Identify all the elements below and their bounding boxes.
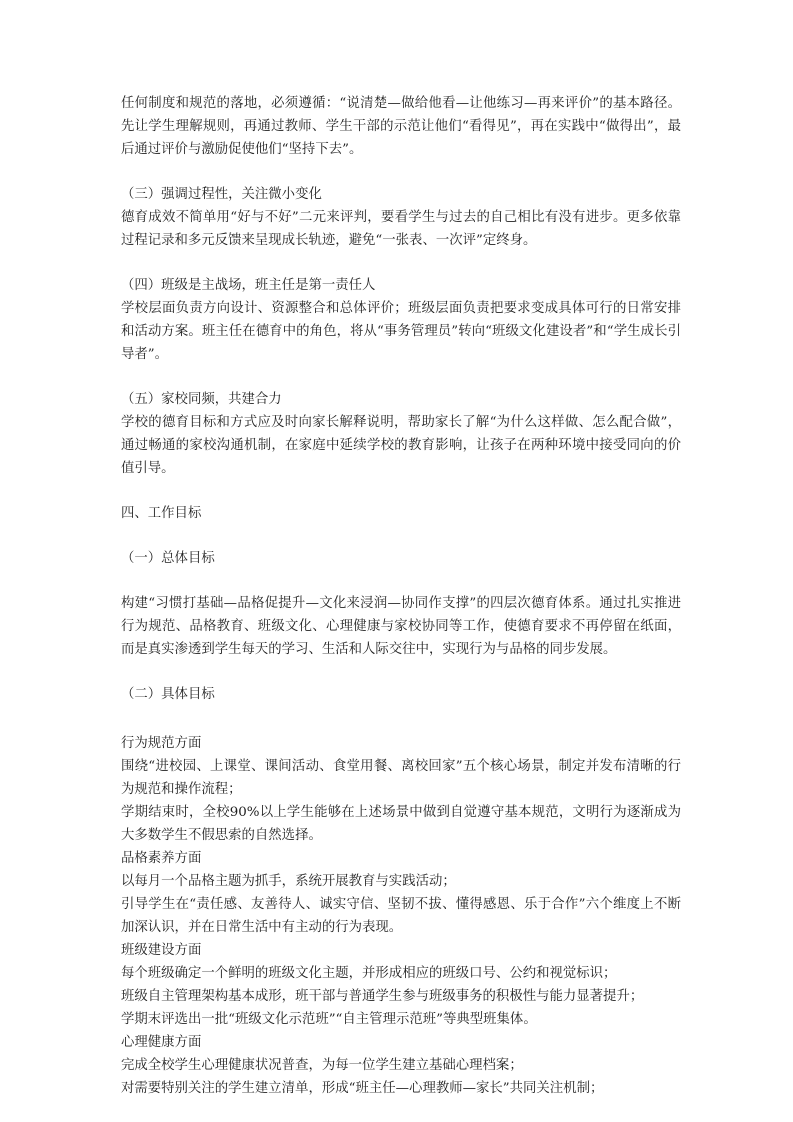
goal-item: 以每月一个品格主题为抓手，系统开展教育与实践活动； xyxy=(121,874,456,889)
goal-item: 学期末评选出一批“班级文化示范班”“自主管理示范班”等典型班集体。 xyxy=(121,1012,537,1027)
goal-item: 引导学生在“责任感、友善待人、诚实守信、坚韧不拔、懂得感恩、乐于合作”六个维度上不断加深认识，并在日常生活中有主动的行为表现。 xyxy=(121,897,681,935)
specific-goals-title: （二）具体目标 xyxy=(121,687,215,702)
goal-area-character: 品格素养方面 xyxy=(121,851,202,866)
goal-item: 对需要特别关注的学生建立清单，形成“班主任—心理教师—家长”共同关注机制； xyxy=(121,1081,604,1096)
principle-5-body: 学校的德育目标和方式应及时向家长解释说明，帮助家长了解“为什么这样做、怎么配合做”，通过畅通的家校沟通机制，在家庭中延续学校的教育影响，让孩子在两种环境中接受同向的价值引导。 xyxy=(121,415,681,476)
principle-3-title: （三）强调过程性，关注微小变化 xyxy=(121,187,322,202)
overall-goal-body: 构建“习惯打基础—品格促提升—文化来浸润—协同作支撑”的四层次德育体系。通过扎实推进行为规范、品格教育、班级文化、心理健康与家校协同等工作，使德育要求不再停留在纸面，而是真实渗透到学生每天的学习、生活和人际交往中，实现行为与品格的同步发展。 xyxy=(121,596,681,657)
goal-item: 每个班级确定一个鲜明的班级文化主题，并形成相应的班级口号、公约和视觉标识； xyxy=(121,966,617,981)
intro-paragraph: 任何制度和规范的落地，必须遵循：“说清楚—做给他看—让他练习—再来评价”的基本路径。先让学生理解规则，再通过教师、学生干部的示范让他们“看得见”，再在实践中“做得出”，最后通过评价与激励促使他们“坚持下去”。 xyxy=(121,96,681,157)
goal-item: 班级自主管理架构基本成形，班干部与普通学生参与班级事务的积极性与能力显著提升； xyxy=(121,989,644,1004)
principle-4-body: 学校层面负责方向设计、资源整合和总体评价；班级层面负责把要求变成具体可行的日常安排和活动方案。班主任在德育中的角色，将从“事务管理员”转向“班级文化建设者”和“学生成长引导者”。 xyxy=(121,301,681,362)
goal-area-behavior: 行为规范方面 xyxy=(121,736,202,751)
document-page xyxy=(121,92,681,1100)
goal-item: 学期结束时，全校90%以上学生能够在上述场景中做到自觉遵守基本规范，文明行为逐渐成为大多数学生不假思索的自然选择。 xyxy=(121,805,681,843)
principle-3-body: 德育成效不简单用“好与不好”二元来评判，要看学生与过去的自己相比有没有进步。更多依靠过程记录和多元反馈来呈现成长轨迹，避免“一张表、一次评”定终身。 xyxy=(121,210,681,248)
section-four-title: 四、工作目标 xyxy=(121,506,202,521)
goal-item: 围绕“进校园、上课堂、课间活动、食堂用餐、离校回家”五个核心场景，制定并发布清晰的行为规范和操作流程； xyxy=(121,759,681,797)
principle-5-title: （五）家校同频，共建合力 xyxy=(121,392,282,407)
goal-item: 完成全校学生心理健康状况普查，为每一位学生建立基础心理档案； xyxy=(121,1058,523,1073)
goal-area-class: 班级建设方面 xyxy=(121,943,202,958)
goal-area-mental-health: 心理健康方面 xyxy=(121,1035,202,1050)
principle-4-title: （四）班级是主战场，班主任是第一责任人 xyxy=(121,278,376,293)
overall-goal-title: （一）总体目标 xyxy=(121,551,215,566)
